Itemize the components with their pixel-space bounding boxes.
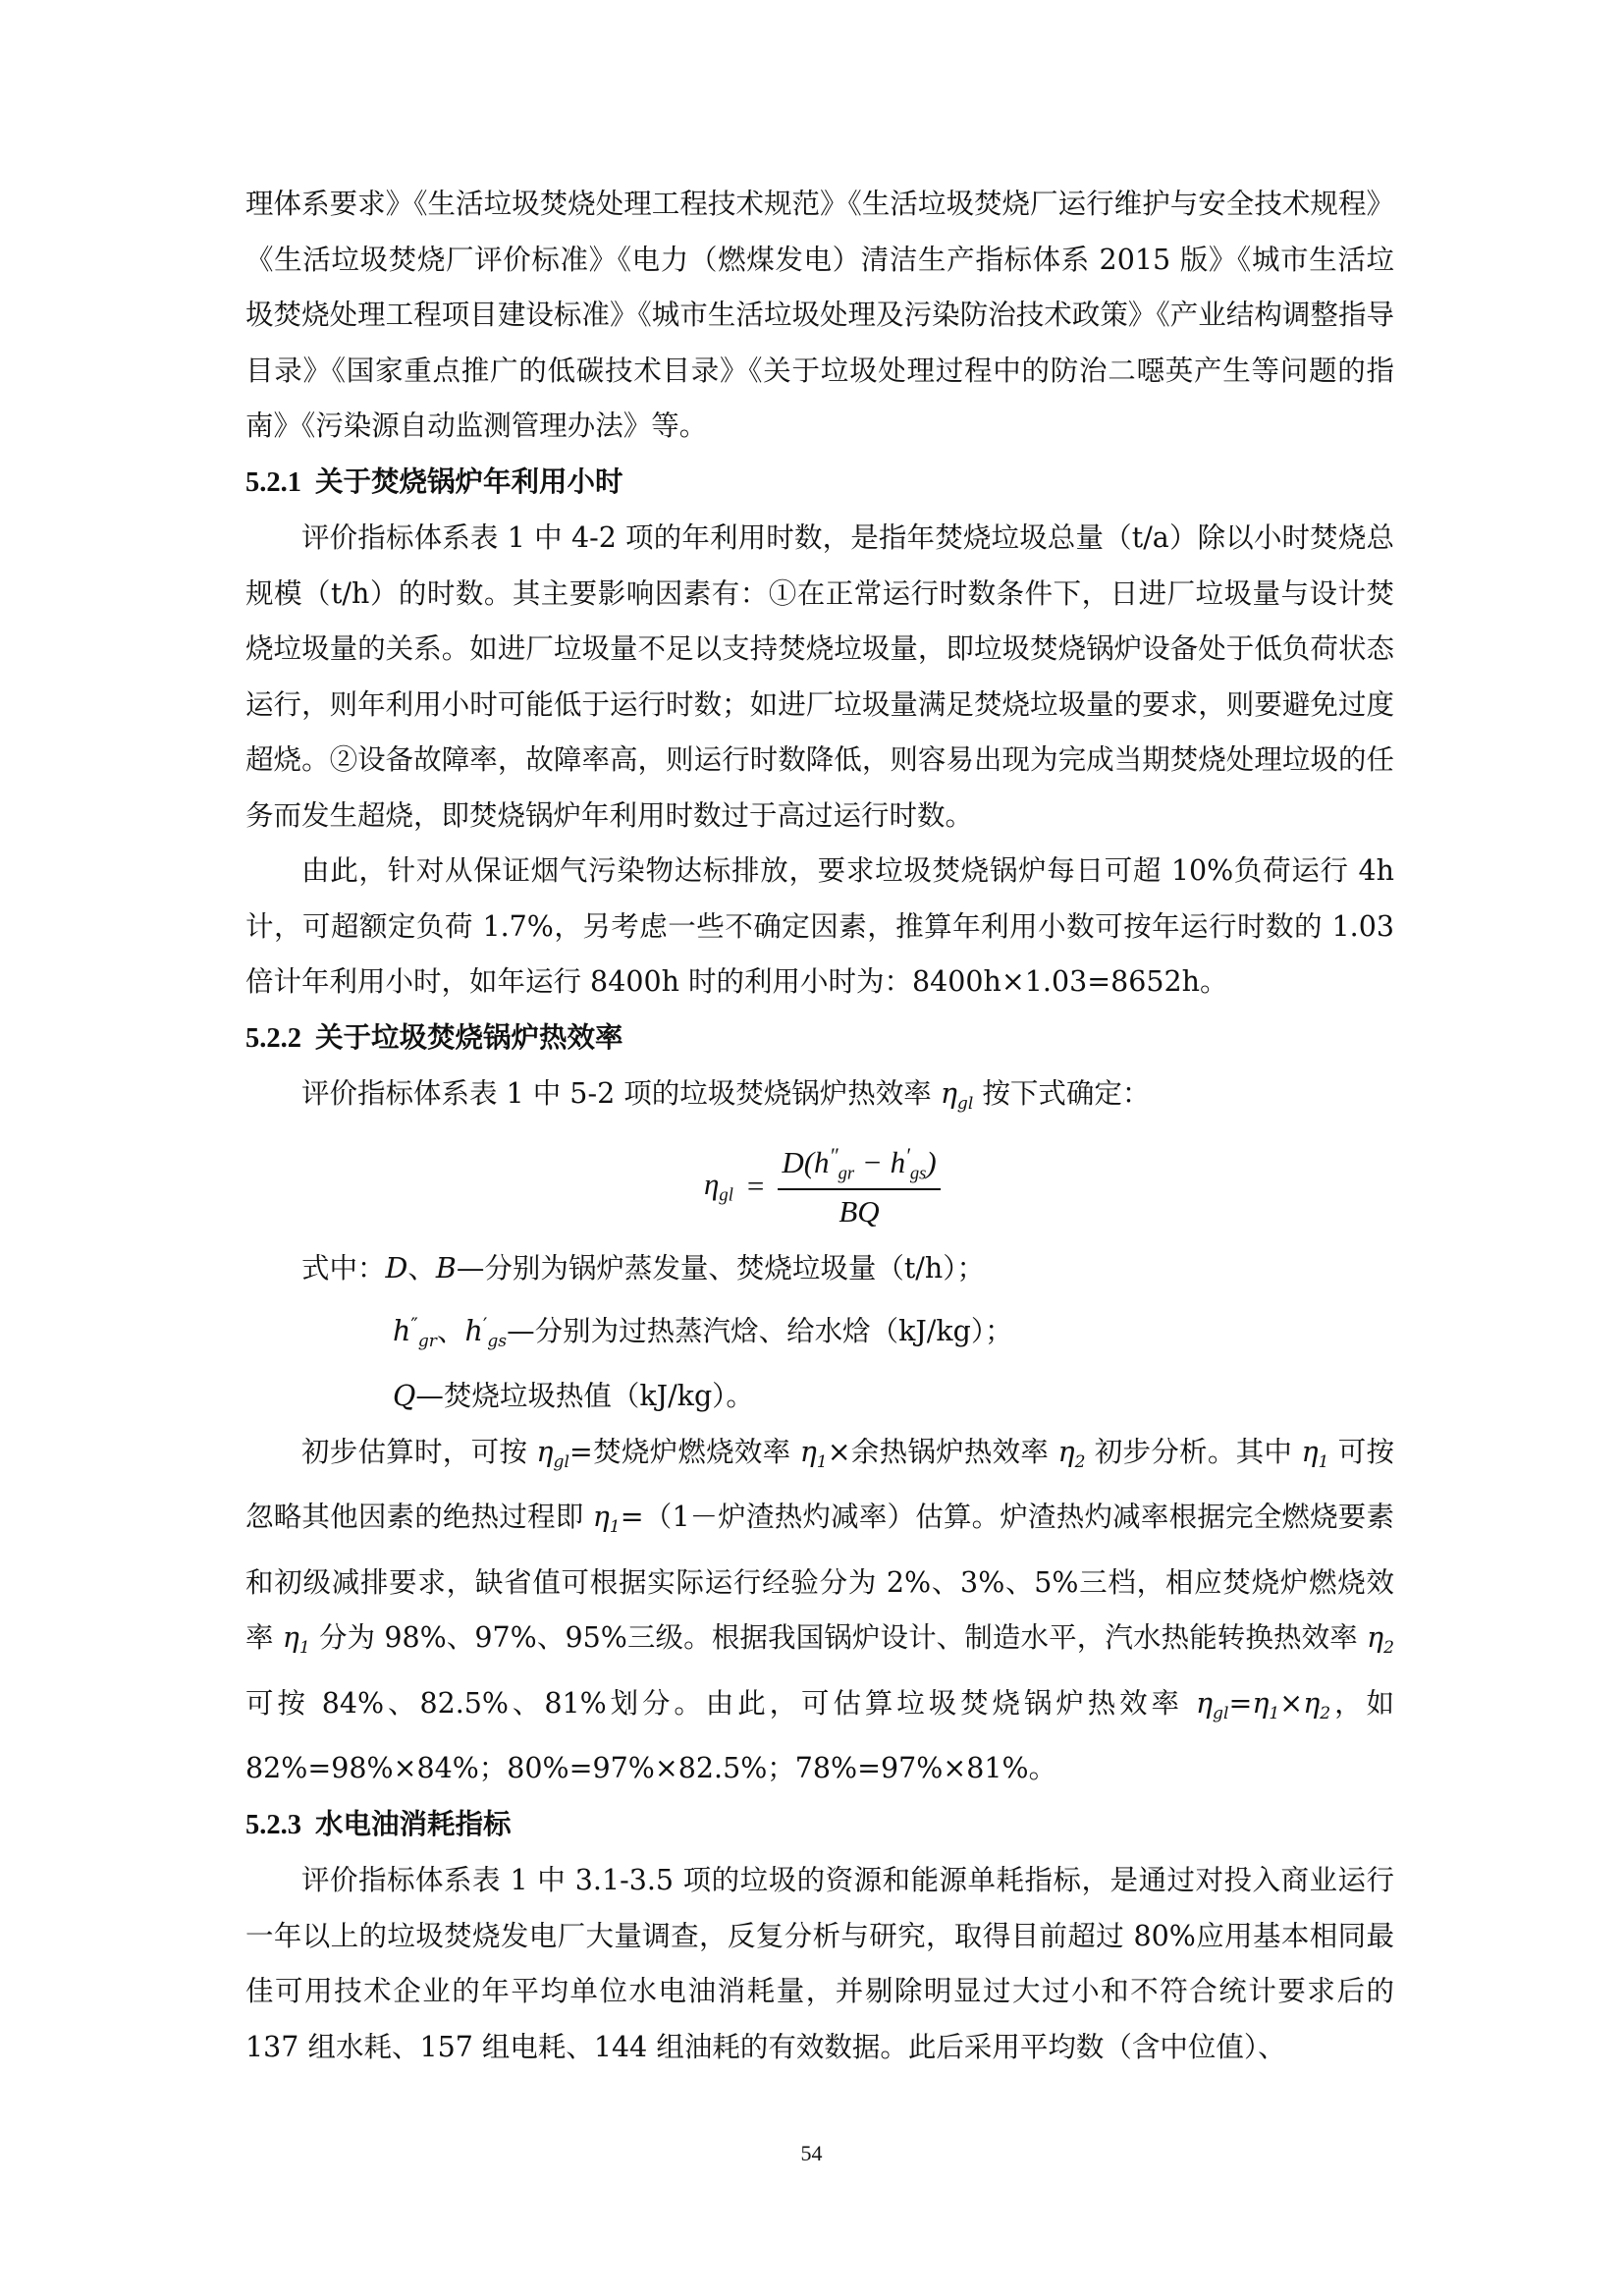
paragraph: 评价指标体系表 1 中 4-2 项的年利用时数，是指年焚烧垃圾总量（t/a）除以小时焚烧总规模（t/h）的时数。其主要影响因素有：①在正常运行时数条件下，日进厂垃圾量与设计焚烧垃圾量的关系。如进厂垃圾量不足以支持焚烧垃圾量，即垃圾焚烧锅炉设备处于低负荷状态运行，则年利用小时可能低于运行时数；如进厂垃圾量满足焚烧垃圾量的要求，则要避免过度超烧。②设备故障率，故障率高，则运行时数降低，则容易出现为完成当期焚烧处理垃圾的任务而发生超烧，即焚烧锅炉年利用时数过于高过运行时数。 [245,521,1394,832]
section-title: 关于垃圾焚烧锅炉热效率 [315,1020,623,1054]
section-number: 5.2.1 [245,466,301,498]
section-number: 5.2.2 [245,1022,301,1054]
formula-legend-line: Q—焚烧垃圾热值（kJ/kg）。 [393,1380,754,1413]
paragraph: 评价指标体系表 1 中 3.1-3.5 项的垃圾的资源和能源单耗指标，是通过对投入商业运行一年以上的垃圾焚烧发电厂大量调查，反复分析与研究，取得目前超过 80%应用基本相同最佳可用技术企业的年平均单位水电油消耗量，并剔除明显过大过小和不符合统计要求后的 137 组水耗、157 组电耗、144 组油耗的有效数据。此后采用平均数（含中位值）、 [245,1864,1394,2063]
formula-fraction [778,1144,940,1230]
section-title: 水电油消耗指标 [315,1807,512,1840]
section-number: 5.2.3 [245,1809,301,1840]
formula-numerator: $D(h''_{gr} - h'_{gs})$ [778,1144,940,1190]
efficiency-formula [245,1131,1394,1241]
document-page [245,177,1394,2075]
section-title: 关于焚烧锅炉年利用小时 [315,465,623,498]
formula-legend-line: 式中：D、B—分别为锅炉蒸发量、焚烧垃圾量（t/h）； [301,1252,986,1285]
formula-lhs: $\eta_{gl}$ [704,1167,733,1206]
paragraph: 由此，针对从保证烟气污染物达标排放，要求垃圾焚烧锅炉每日可超 10%负荷运行 4h 计，可超额定负荷 1.7%，另考虑一些不确定因素，推算年利用小数可按年运行时数的 1.03 倍计年利用小时，如年运行 8400h 时的利用小时为：8400h×1.03=8652h。 [245,854,1394,998]
section-heading-5-2-2 [245,1011,1394,1067]
formula-equals: = [746,1169,765,1204]
page-number: 54 [800,2141,823,2165]
paragraph: 评价指标体系表 1 中 5-2 项的垃圾焚烧锅炉热效率 $\eta_{gl}$ 按下式确定： [301,1077,1151,1114]
section-heading-5-2-3 [245,1797,1394,1854]
intro-paragraph: 理体系要求》《生活垃圾焚烧处理工程技术规范》《生活垃圾焚烧厂运行维护与安全技术规程》《生活垃圾焚烧厂评价标准》《电力（燃煤发电）清洁生产指标体系 2015 版》《城市生活垃圾焚烧处理工程项目建设标准》《城市生活垃圾处理及污染防治技术政策》《产业结构调整指导目录》《国家重点推广的低碳技术目录》《关于垃圾处理过程中的防治二噁英产生等问题的指南》《污染源自动监测管理办法》等。 [245,188,1394,442]
formula-legend-line: $h''_{gr}$、$h'_{gs}—$分别为过热蒸汽焓、给水焓（kJ/kg）； [393,1312,1013,1351]
paragraph: 初步估算时，可按 $\eta_{gl}=$焚烧炉燃烧效率 $\eta_1\times$余热锅炉热效率 $\eta_2$ 初步分析。其中 $\eta_1$ 可按忽略其他因素的绝热过程即 $\eta_1=(1-$炉渣热灼减率）估算。炉渣热灼减率根据完全燃烧要素和初级减排要求，缺省值可根据实际运行经验分为 2%、3%、5%三档，相应焚烧炉燃烧效率 $\eta_1$ 分为 98%、97%、95%三级。根据我国锅炉设计、制造水平，汽水热能转换热效率 $\eta_2$ 可按 84%、82.5%、81%划分。由此，可估算垃圾焚烧锅炉热效率 $\eta_{gl}=\eta_1\times\eta_2$，如 82%=98%×84%；80%=97%×82.5%；78%=97%×81%。 [245,1435,1395,1785]
section-heading-5-2-1 [245,455,1394,512]
formula-denominator: BQ [839,1194,880,1230]
